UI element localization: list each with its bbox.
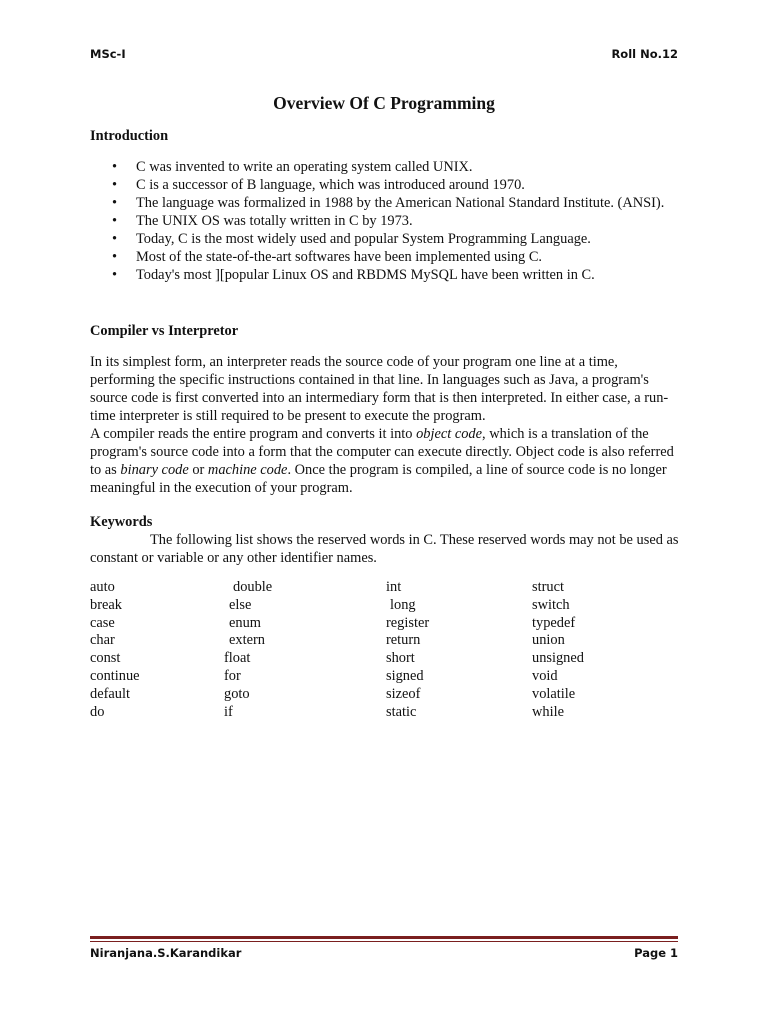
keyword-cell: enum [229,614,261,631]
header-course: MSc-I [90,47,126,61]
compiler-paragraph: A compiler reads the entire program and converts it into object code, which is a translation of the program's source code into a form that the computer can execute directly. Object code is also referred to as binary code or machine code. Once the program is compiled, a line of source code is no longer meaningful in the execution of your program. [90,426,674,496]
keyword-cell: int [386,579,402,595]
list-item [90,230,680,248]
list-item-text: Today's most ][popular Linux OS and RBDMS MySQL have been written in C. [136,267,595,283]
keyword-cell: continue [90,667,140,684]
bullet-icon: • [112,159,118,175]
page-title: Overview Of C Programming [273,93,495,113]
table-row [90,597,652,615]
introduction-section [90,127,680,284]
keyword-cell: for [224,667,241,684]
machine-code-term: machine code [207,462,288,478]
list-item [90,176,680,194]
keyword-cell: break [90,596,122,613]
keyword-cell: const [90,650,121,667]
header-roll-number: Roll No.12 [611,47,678,61]
list-item [90,158,680,176]
keyword-cell: volatile [532,685,576,702]
table-row [90,615,652,633]
keyword-cell: goto [224,685,250,702]
keyword-cell: if [224,703,233,720]
keywords-table-body [90,579,652,721]
table-row [90,668,652,686]
keyword-cell: char [90,632,115,649]
list-item-text: C was invented to write an operating system called UNIX. [136,159,473,175]
table-row [90,704,652,722]
footer-rule-thin [90,941,678,942]
bullet-icon: • [112,177,118,193]
keyword-cell: do [90,703,105,720]
page-footer [90,946,678,960]
keyword-cell: switch [532,596,570,613]
bullet-icon: • [112,249,118,265]
compiler-heading: Compiler vs Interpretor [90,323,239,339]
table-row [90,579,652,597]
keyword-cell: struct [532,579,564,595]
bullet-icon: • [112,195,118,211]
keyword-cell: static [386,703,417,720]
introduction-list [90,158,680,284]
keyword-cell: float [224,650,251,667]
keyword-cell: short [386,650,415,667]
list-item [90,266,680,284]
footer-page-number: Page 1 [634,946,678,960]
keywords-heading: Keywords [90,514,153,530]
keyword-cell: else [229,596,252,613]
list-item-text: The UNIX OS was totally written in C by 1973. [136,213,413,229]
introduction-heading: Introduction [90,128,169,144]
footer-author: Niranjana.S.Karandikar [90,946,242,960]
list-item [90,194,680,212]
list-item-text: Today, C is the most widely used and popular System Programming Language. [136,231,591,247]
keyword-cell: double [233,579,273,595]
keyword-cell: extern [229,632,265,649]
bullet-icon: • [112,267,118,283]
table-row [90,632,652,650]
table-row [90,686,652,704]
list-item [90,248,680,266]
keyword-cell: auto [90,579,115,595]
keyword-cell: void [532,667,558,684]
keyword-cell: return [386,632,421,649]
keyword-cell: signed [386,667,424,684]
list-item [90,212,680,230]
keyword-cell: register [386,614,430,631]
bullet-icon: • [112,231,118,247]
keyword-cell: union [532,632,565,649]
bullet-icon: • [112,213,118,229]
table-row [90,650,652,668]
list-item-text: C is a successor of B language, which was introduced around 1970. [136,177,525,193]
list-item-text: The language was formalized in 1988 by the American National Standard Institute. (ANSI). [136,195,665,211]
keyword-cell: case [90,614,115,631]
object-code-term: object code [416,426,483,442]
interpreter-paragraph: In its simplest form, an interpreter reads the source code of your program one line at a time, performing the specific instructions contained in that line. In languages such as Java, a program's source code is first converted into an intermediary form that is then interpreted. In either case, a run-time interpreter is still required to be present to execute the program. [90,354,669,424]
keyword-cell: unsigned [532,650,584,667]
keywords-table [90,579,652,721]
keyword-cell: long [390,596,416,613]
keywords-intro: The following list shows the reserved words in C. These reserved words may not be used as constant or variable or any other identifier names. [90,532,679,566]
binary-code-term: binary code [120,462,189,478]
keyword-cell: sizeof [386,685,421,702]
list-item-text: Most of the state-of-the-art softwares have been implemented using C. [136,249,543,265]
keyword-cell: while [532,703,564,720]
keyword-cell: default [90,685,130,702]
footer-rule-thick [90,936,678,939]
keywords-section [90,513,680,567]
page-header [90,47,678,61]
keyword-cell: typedef [532,614,576,631]
compiler-section [90,322,680,497]
